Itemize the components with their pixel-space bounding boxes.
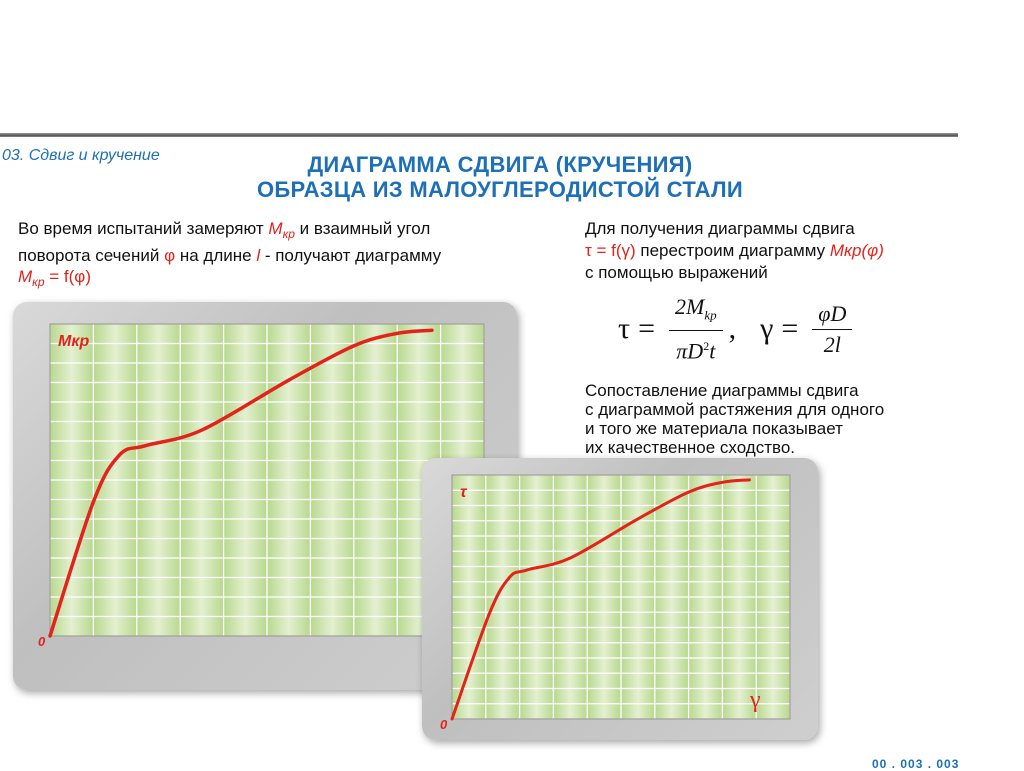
fraction-2-num-text: φD [818, 300, 847, 326]
right-line-3: с помощью выражений [585, 263, 768, 282]
fraction-1-den [676, 331, 715, 364]
m-symbol-2: M [18, 267, 33, 286]
right-line-2 [585, 240, 1005, 262]
origin-label: 0 [38, 634, 46, 649]
title-line-2: ОБРАЗЦА ИЗ МАЛОУГЛЕРОДИСТОЙ СТАЛИ [257, 177, 743, 202]
header-divider [0, 133, 958, 137]
page-title [200, 152, 800, 202]
x-axis-label: γ [750, 687, 761, 713]
comparison-line-4: их качественное сходство. [585, 438, 796, 457]
fraction-1-den-sup: 2 [703, 339, 710, 354]
shear-chart-frame [422, 458, 818, 740]
comparison-line-1: Сопоставление диаграммы сдвига [585, 381, 859, 400]
comparison-line-3: и того же материала показывает [585, 419, 843, 438]
title-line-1: ДИАГРАММА СДВИГА (КРУЧЕНИЯ) [307, 152, 693, 177]
fraction-2-den [824, 330, 841, 358]
section-label: 03. Сдвиг и кручение [2, 147, 160, 164]
left-text-5: - получают диаграмму [260, 246, 442, 265]
tau-function: τ = f(γ) [585, 241, 636, 260]
kr-subscript-2: кр [32, 275, 45, 289]
comparison-line-2: с диаграммой растяжения для одного [585, 400, 885, 419]
right-paragraph-2 [585, 381, 1005, 457]
y-axis-label: τ [460, 484, 467, 501]
fraction-2-num [812, 301, 852, 330]
left-text-7: ) [85, 267, 91, 286]
left-text-2: и взаимный угол [294, 219, 431, 238]
page-code: 00 . 003 . 003 [872, 757, 960, 771]
formula-fraction-1 [669, 294, 723, 365]
left-paragraph [18, 218, 538, 293]
fraction-2-den-text: 2l [823, 331, 841, 357]
m-symbol: M [268, 219, 283, 238]
formula-eq-2: = [781, 312, 799, 346]
fraction-1-num-text: 2M [674, 294, 705, 319]
left-text-1: Во время испытаний замеряют [18, 219, 269, 238]
phi-symbol: φ [164, 246, 176, 265]
kr-subscript: кр [282, 227, 295, 241]
mkp-function: Мкр(φ) [829, 241, 884, 260]
formula-tau: τ [618, 312, 631, 346]
fraction-1-num [669, 294, 723, 331]
fraction-1-num-sub: kp [704, 307, 717, 323]
y-axis-label: Mкр [58, 333, 90, 350]
formula-gamma: γ [760, 312, 774, 346]
l-symbol: l [256, 246, 261, 265]
phi-symbol-2: φ [74, 267, 86, 286]
right-text-2: перестроим диаграмму [635, 241, 830, 260]
fraction-1-den-text: πD [676, 338, 704, 364]
right-line-1: Для получения диаграммы сдвига [585, 219, 855, 238]
left-text-4: на длине [175, 246, 257, 265]
left-text-3: поворота сечений [18, 246, 165, 265]
origin-label: 0 [440, 717, 448, 732]
formula-comma: , [728, 312, 737, 346]
fraction-1-den-t: t [709, 338, 716, 364]
formula [618, 294, 858, 365]
shear-chart [422, 458, 818, 740]
right-paragraph-1 [585, 218, 1005, 284]
left-text-6: = f( [44, 267, 75, 286]
formula-eq-1: = [638, 312, 655, 346]
formula-fraction-2 [812, 301, 852, 358]
